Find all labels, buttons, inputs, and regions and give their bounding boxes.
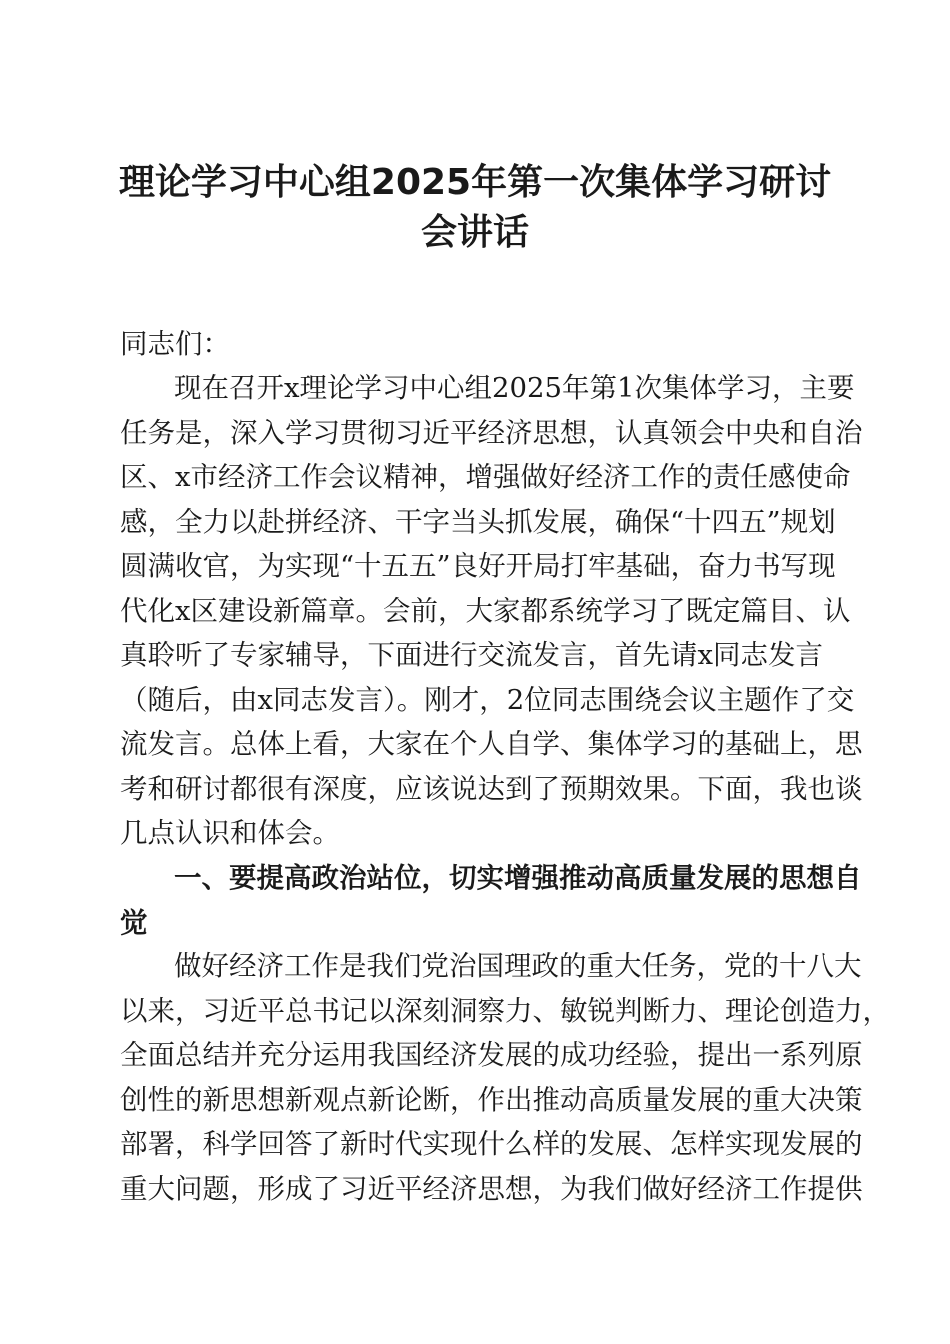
title-line: 理论学习中心组2025年第一次集体学习研讨	[118, 162, 832, 203]
document-title	[100, 158, 850, 258]
paragraph-line: （随后，由x同志发言）。刚才，2位同志围绕会议主题作了交	[120, 683, 855, 716]
heading-line: 一、要提高政治站位，切实增强推动高质量发展的思想自	[174, 862, 862, 894]
paragraph-line: 代化x区建设新篇章。会前，大家都系统学习了既定篇目、认	[120, 594, 851, 627]
paragraph-opening	[120, 366, 863, 856]
paragraph-line: 任务是，深入学习贯彻习近平经济思想，认真领会中央和自治	[120, 416, 863, 449]
greeting	[120, 322, 830, 367]
greeting-line: 同志们：	[120, 328, 230, 360]
title-line: 会讲话	[420, 212, 529, 253]
paragraph-line: 重大问题，形成了习近平经济思想，为我们做好经济工作提供	[120, 1172, 863, 1205]
heading-line: 觉	[120, 906, 148, 939]
paragraph-line: 创性的新思想新观点新论断，作出推动高质量发展的重大决策	[120, 1083, 863, 1116]
paragraph-line: 部署，科学回答了新时代实现什么样的发展、怎样实现发展的	[120, 1128, 863, 1160]
section-heading-1	[120, 856, 862, 945]
paragraph-line: 感，全力以赴拼经济、干字当头抓发展，确保“十四五”规划	[120, 505, 836, 538]
paragraph-line: 几点认识和体会。	[120, 817, 340, 849]
paragraph-line: 圆满收官，为实现“十五五”良好开局打牢基础，奋力书写现	[120, 550, 836, 582]
paragraph-line: 以来，习近平总书记以深刻洞察力、敏锐判断力、理论创造力，	[120, 994, 890, 1027]
paragraph-line: 真聆听了专家辅导，下面进行交流发言，首先请x同志发言	[120, 639, 824, 671]
paragraph-line: 全面总结并充分运用我国经济发展的成功经验，提出一系列原	[120, 1039, 863, 1071]
paragraph-line: 做好经济工作是我们党治国理政的重大任务，党的十八大	[174, 950, 862, 982]
paragraph-line: 流发言。总体上看，大家在个人自学、集体学习的基础上，思	[120, 728, 863, 760]
paragraph-line: 考和研讨都很有深度，应该说达到了预期效果。下面，我也谈	[120, 772, 863, 805]
paragraph-line: 区、x市经济工作会议精神，增强做好经济工作的责任感使命	[120, 461, 851, 493]
paragraph-line: 现在召开x理论学习中心组2025年第1次集体学习，主要	[174, 372, 855, 404]
paragraph-section-1	[120, 944, 890, 1211]
